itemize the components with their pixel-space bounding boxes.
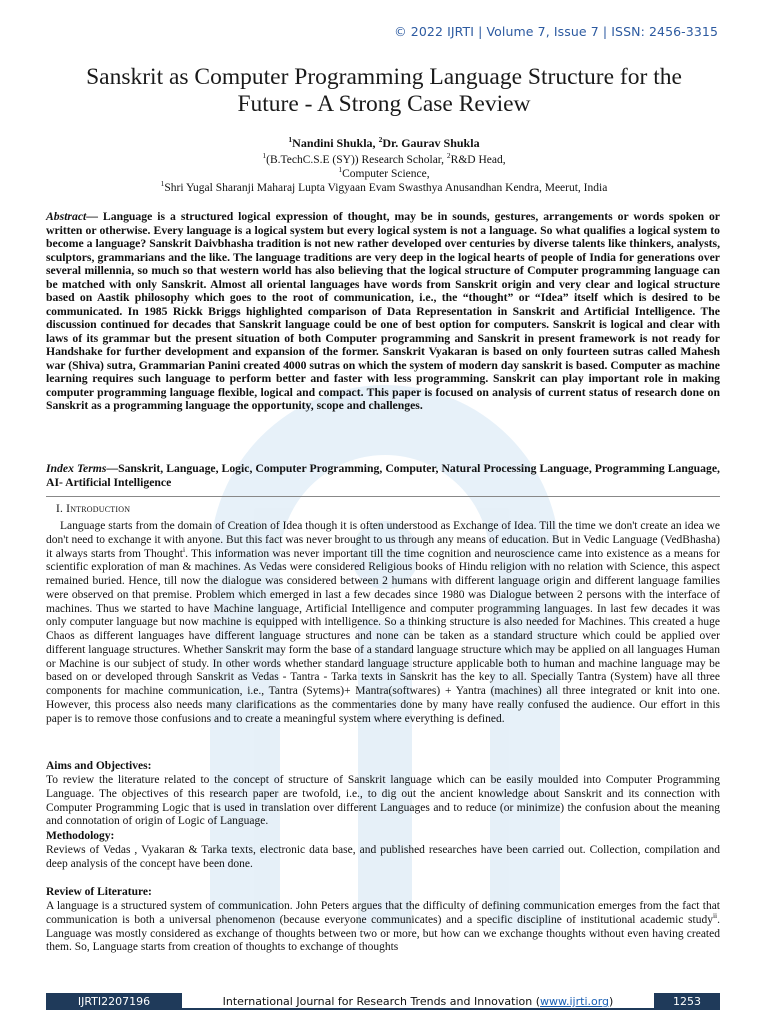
- paper-id: IJRTI2207196: [46, 993, 182, 1010]
- abstract-text: — Language is a structured logical expression of thought, may be in sounds, gestures, arrangements or words spoken or written or otherwise. Every language is a logical system but every logical system is not a language. So what qualifies a logical system to become a language? Sanskrit Daivbhasha tradition is not new rather developed over centuries by diverse talents like thinkers, analysts, sculptors, grammarians and the like. The language traditions are very deep in the logical hearts of people of India for generations over several millennia, so much so that western world has also believing that the logical structure of Computer programming language can be matched with only Sanskrit. Almost all oriental languages have words from Sanskrit origin and very clear and logical structure based on Aastik philosophy which goes to the root of communication, i.e., the “thought” or “Idea” itself which is desired to be communicated. In 1985 Rickk Briggs highlighted comparison of Data Representation in Sanskrit and Artificial Intelligence. The discussion continued for decades that Sanskrit language could be one of best option for computers. Sanskrit is logical and clear with laws of its grammar but the present situation of both Computer programming and Sanskrit in present framework is not ready for Handshake for further development and expansion of the former. Sanskrit Vyakaran is based on only fourteen sutras called Mahesh war (Shiva) sutra, Grammarian Panini created 4000 sutras on which the system of modern day sanskrit is based. Computer as machine learning requires such language to perform better and faster with less programming. Sanskrit can play important role in making computer programming language flexible, logical and compact. This paper is focused on analysis of current status of research done on Sanskrit as a programming language the opportunity, scope and challenges.: [46, 210, 720, 412]
- abstract: [46, 210, 720, 413]
- paper-title: [40, 64, 728, 118]
- aims-heading: Aims and Objectives:: [46, 760, 152, 772]
- author-1: Nandini Shukla,: [292, 136, 379, 150]
- intro-text: Language starts from the domain of Creation of Idea though it is often understood as Exchange of Idea. Till the time we don't create an idea we don't need to exchange it with anyone. But this fact was never brought to us through any means of education. But in Vedic Language (VedBhasha) it always starts from Thought: [46, 520, 720, 560]
- section-divider: [46, 496, 720, 497]
- title-line-1: Sanskrit as Computer Programming Language Structure for the: [86, 64, 682, 90]
- page-number: 1253: [654, 993, 720, 1010]
- index-terms: [46, 462, 720, 490]
- methodology-paragraph: Reviews of Vedas , Vyakaran & Tarka texts, electronic data base, and published researches have been carried out. Collection, compilation and deep analysis of the concept have been done.: [46, 844, 720, 870]
- review-paragraph: [46, 900, 720, 955]
- journal-info: © 2022 IJRTI | Volume 7, Issue 7 | ISSN: 2456-3315: [394, 24, 718, 39]
- affiliation-text: Shri Yugal Sharanji Maharaj Lupta Vigyaan Evam Swasthya Anusandhan Kendra, Meerut, India: [164, 182, 608, 194]
- footnote-marker: i: [182, 544, 186, 554]
- affiliation-text: (B.TechC.S.E (SY)) Research Scholar,: [266, 154, 447, 166]
- journal-url-link[interactable]: www.ijrti.org: [540, 995, 610, 1008]
- author-list: [40, 136, 728, 151]
- journal-name-text: International Journal for Research Trends and Innovation (: [222, 995, 541, 1008]
- affiliation-line-1: [30, 153, 738, 167]
- title-line-2: Future - A Strong Case Review: [237, 91, 531, 117]
- review-text: . Language was mostly considered as exchange of thoughts between two or more, but how can we exchange thoughts without even having created them. So, Language starts from creation of thoughts to exchange of thoughts: [46, 913, 720, 954]
- affiliation-marker: 1: [160, 179, 165, 189]
- affiliation-marker: 1: [262, 151, 267, 161]
- page-footer: [46, 993, 720, 1010]
- review-heading: Review of Literature:: [46, 886, 152, 898]
- introduction-paragraph: [46, 520, 720, 726]
- abstract-label: Abstract: [46, 210, 87, 223]
- journal-name-close: ): [609, 995, 614, 1008]
- affiliation-line-3: [30, 181, 738, 195]
- review-text: A language is a structured system of communication. John Peters argues that the difficulty of defining communication emerges from the fact that communication is both a universal phenomenon (because everyone communicates) and a specific discipline of institutional academic study: [46, 900, 720, 926]
- author-2: Dr. Gaurav Shukla: [382, 136, 480, 150]
- author-2-marker: 2: [378, 135, 383, 144]
- affiliation-marker: 1: [338, 165, 343, 175]
- journal-name: [182, 993, 654, 1010]
- affiliation-text: R&D Head,: [450, 154, 506, 166]
- footnote-marker: ii: [712, 910, 718, 920]
- affiliation-text: Computer Science,: [342, 168, 430, 180]
- section-heading-introduction: I. Introduction: [56, 503, 131, 515]
- index-terms-label: Index Terms: [46, 462, 107, 475]
- aims-paragraph: To review the literature related to the concept of structure of Sanskrit language which can be easily moulded into Computer Programming Language. The objectives of this research paper are twofold, i.e., to dig out the ancient knowledge about Sanskrit and its connection with Computer Programming Logic that is used in translation over different Languages and to reduce (or minimize) the confusion about the meaning and connotation of origin of Logic of Language.: [46, 774, 720, 828]
- intro-text: . This information was never important till the time cognition and neuroscience came into existence as a means for scientific exploration of man & machines. As Vedas were considered Religious books of Hindu religion with no relation with Science, this aspect remained buried. Hence, till now the dialogue was considered between 2 humans with different language origin and different language families were observed on that premise. Problem which emerged in last a few decades since 1980 was Dialogue between 2 persons with the interface of machines. Thus we started to have Machine language, Artificial Intelligence and computer programming languages. In last few decades it was only computer language but now machine is equipped with intelligence. So a thinking structure is also needed for Machines. This created a huge Chaos as different languages have different language structures and none can be taken as a standard structure which could be applied over different language structures. Whether Sanskrit may form the base of a standard language structure which may be applied on all languages Human or Machine is our subject of study. In other words whether standard language structure applicable both to human and machine language may be based on or developed through Sanskrit as Vedas - Tantra - Tarka texts in Sanskrit has the key to all. Specially Tantra (System) have all three components for machine communication, i.e., Tantra (Sytems)+ Mantra(softwares) + Yantra (machines) all three integrated or knit into one. However, this process also needs many clarifications as the commentaries done by many have really confused the audience. Our effort in this paper is to remove those confusions and to create a meaningful system where everything is defined.: [46, 547, 721, 725]
- author-1-marker: 1: [288, 135, 293, 144]
- affiliation-line-2: [30, 167, 738, 181]
- methodology-heading: Methodology:: [46, 830, 115, 842]
- index-terms-text: —Sanskrit, Language, Logic, Computer Programming, Computer, Natural Processing Language, Programming Language, AI- Artificial Intelligence: [46, 462, 720, 489]
- affiliation-marker: 2: [446, 151, 451, 161]
